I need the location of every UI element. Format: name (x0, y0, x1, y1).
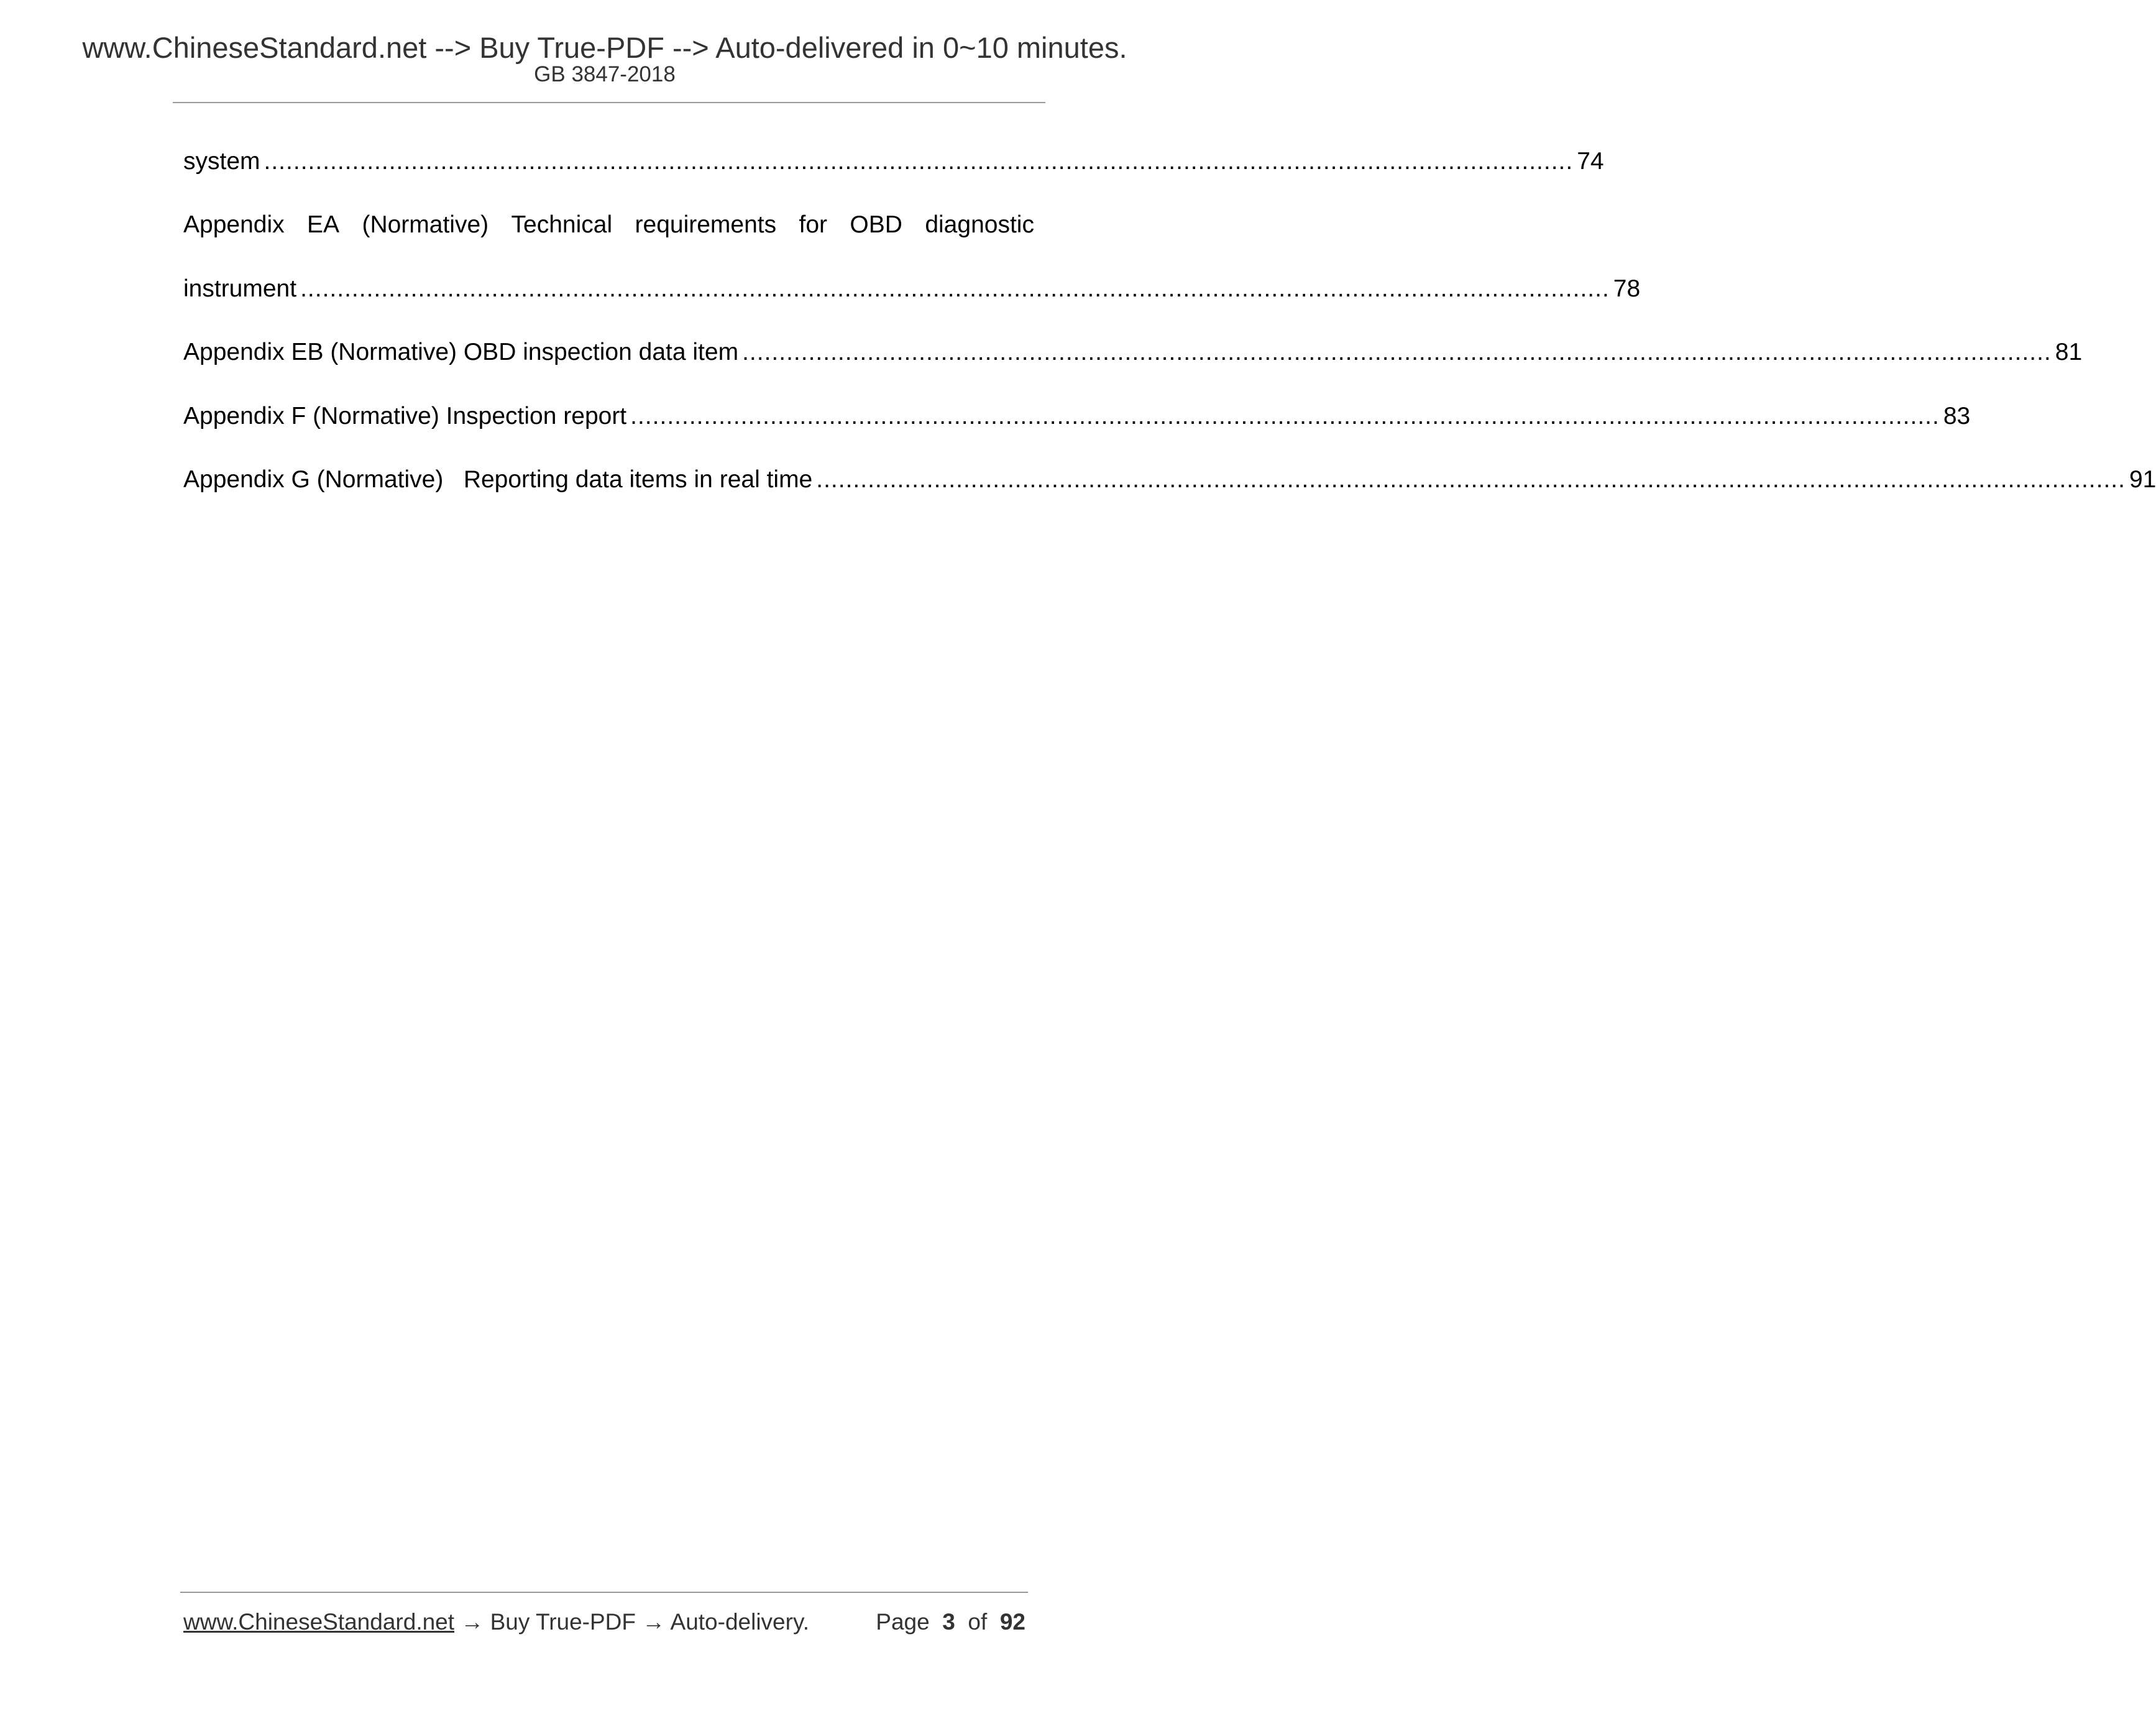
toc-page-number: 91 (2129, 466, 2156, 493)
of-word: of (968, 1609, 988, 1635)
toc-word: Technical (511, 211, 613, 238)
toc-entry-instrument[interactable] (183, 270, 1641, 308)
toc-page-number: 83 (1943, 403, 1971, 429)
toc-leader-dots: .................................................................................................................................................................................. (300, 275, 1610, 302)
page-word: Page (876, 1609, 930, 1635)
toc-entry-title: system (183, 148, 260, 175)
footer-site-link[interactable]: www.ChineseStandard.net (183, 1609, 455, 1635)
toc-leader-dots: .................................................................................................................................................................................. (742, 339, 2052, 365)
footer-promo (183, 1603, 809, 1641)
toc-entry-appendix-ea[interactable] (183, 206, 1034, 244)
toc-entry-title: Appendix G (Normative) Reporting data items in real time (183, 466, 813, 493)
toc-page-number: 74 (1577, 148, 1604, 175)
toc-leader-dots: .................................................................................................................................................................................. (816, 466, 2126, 493)
toc-entry-title: instrument (183, 275, 297, 302)
toc-page-number: 78 (1613, 275, 1641, 302)
current-page-number: 3 (942, 1609, 955, 1635)
toc-leader-dots: .................................................................................................................................................................................. (630, 403, 1940, 429)
toc-entry-appendix-eb[interactable] (183, 334, 2083, 371)
toc-entry-title: Appendix EB (Normative) OBD inspection data item (183, 339, 739, 365)
footer-promo-text: → Buy True-PDF → Auto-delivery. (454, 1609, 809, 1635)
footer-divider (180, 1592, 1028, 1593)
site-banner: www.ChineseStandard.net --> Buy True-PDF --> Auto-delivered in 0~10 minutes. (82, 31, 1127, 64)
toc-page-number: 81 (2055, 339, 2083, 365)
toc-word: Appendix (183, 211, 285, 238)
document-code: GB 3847-2018 (534, 62, 676, 86)
toc-entry-title: Appendix F (Normative) Inspection report (183, 403, 627, 429)
toc-word: for (799, 211, 828, 238)
total-page-number: 92 (999, 1609, 1025, 1635)
toc-word: diagnostic (925, 211, 1034, 238)
page-indicator (876, 1603, 1025, 1641)
toc-word: requirements (635, 211, 777, 238)
toc-entry-appendix-f[interactable] (183, 398, 1971, 435)
page-footer (183, 1603, 1025, 1641)
header-divider (173, 102, 1045, 103)
toc-word: (Normative) (362, 211, 489, 238)
toc-entry-system[interactable] (183, 143, 1604, 180)
toc-word: OBD (850, 211, 902, 238)
toc-entry-appendix-g[interactable] (183, 461, 2156, 498)
toc-leader-dots: .................................................................................................................................................................................. (264, 148, 1574, 175)
toc-word: EA (307, 211, 340, 238)
